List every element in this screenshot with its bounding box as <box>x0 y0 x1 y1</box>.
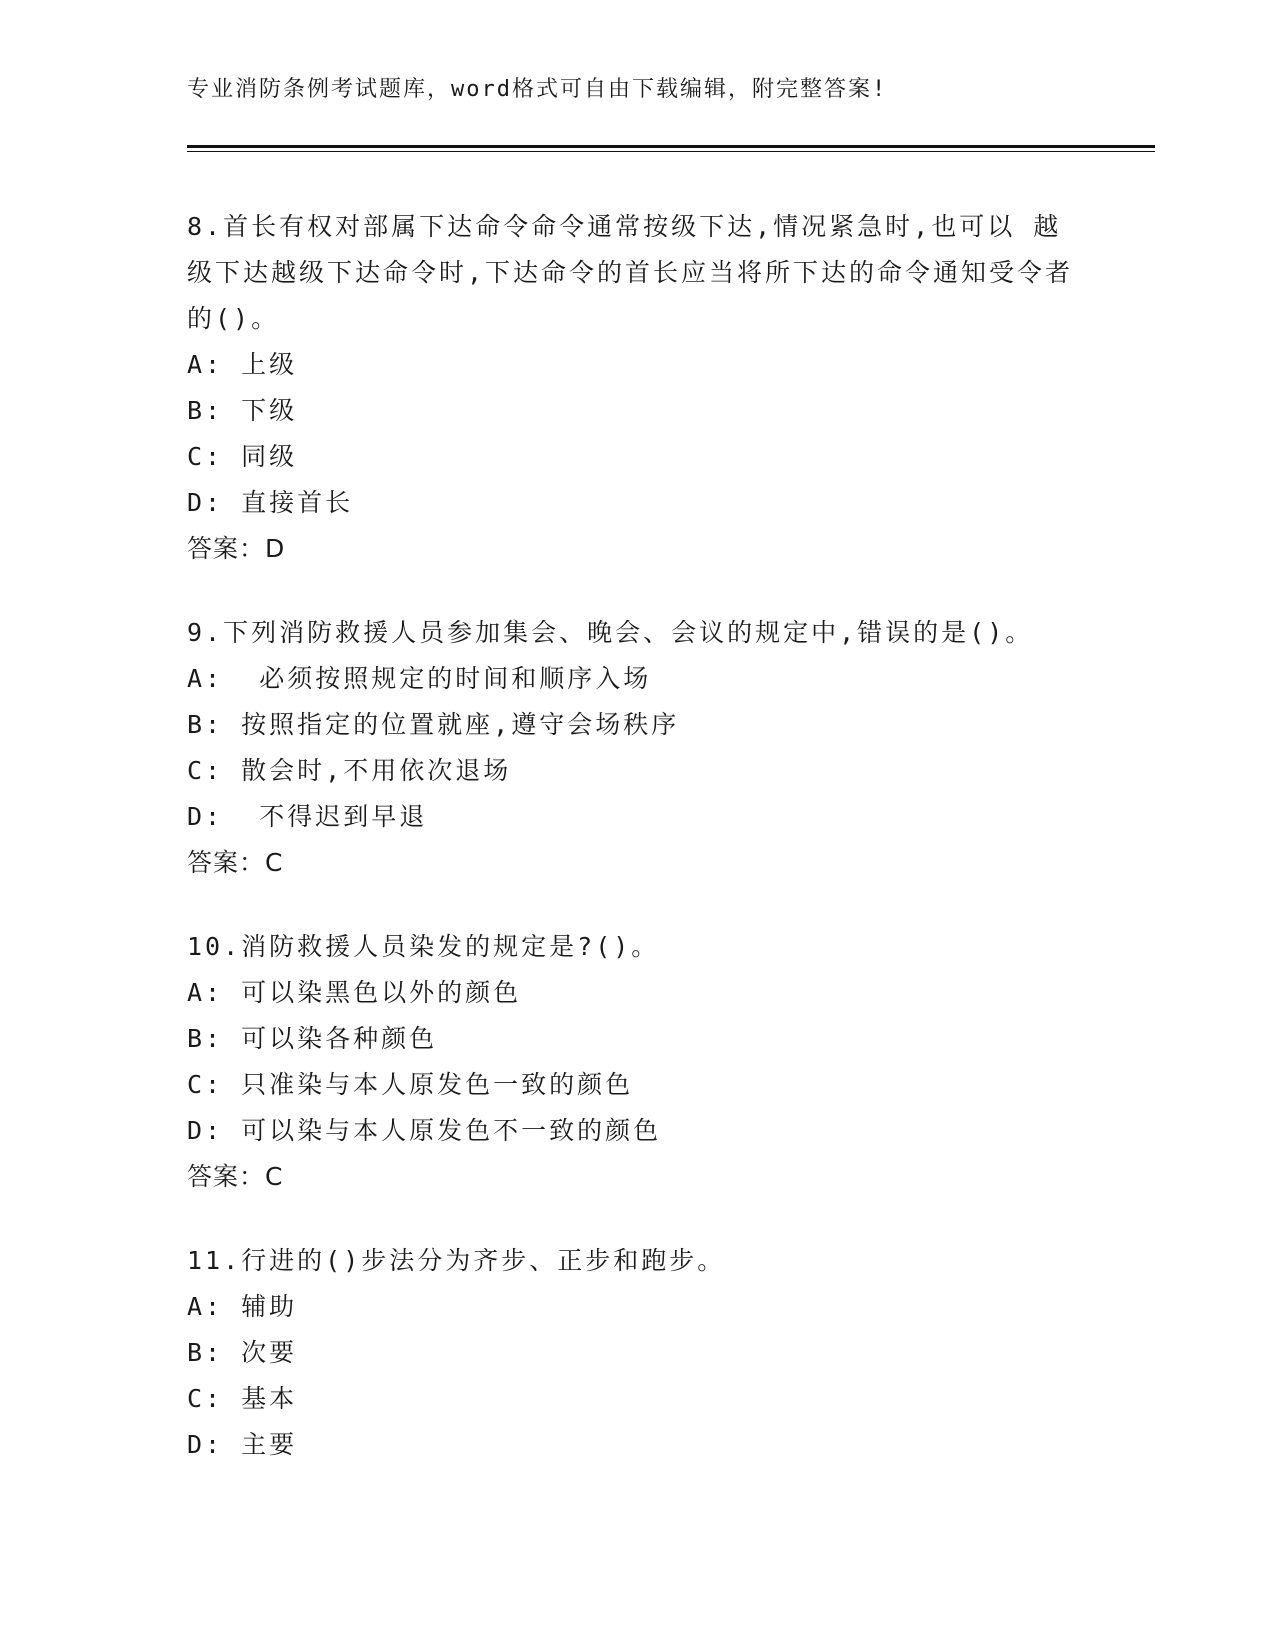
question-list <box>187 204 1087 1506</box>
question-8 <box>187 204 1087 572</box>
option-d: D: 可以染与本人原发色不一致的颜色 <box>187 1116 662 1145</box>
option-a: A: 可以染黑色以外的颜色 <box>187 978 522 1007</box>
question-stem: 9.下列消防救援人员参加集会、晚会、会议的规定中,错误的是()。 <box>187 618 1034 647</box>
question-9 <box>187 610 1087 886</box>
option-c: C: 同级 <box>187 442 298 471</box>
question-stem: 11.行进的()步法分为齐步、正步和跑步。 <box>187 1246 726 1275</box>
option-b: B: 下级 <box>187 396 298 425</box>
option-c: C: 散会时,不用依次退场 <box>187 756 512 785</box>
answer: 答案：C <box>187 848 284 877</box>
question-10 <box>187 924 1087 1200</box>
option-c: C: 只准染与本人原发色一致的颜色 <box>187 1070 634 1099</box>
option-c: C: 基本 <box>187 1384 298 1413</box>
option-b: B: 可以染各种颜色 <box>187 1024 438 1053</box>
question-11 <box>187 1238 1087 1468</box>
page-header: 专业消防条例考试题库，word格式可自由下载编辑，附完整答案! <box>187 77 888 102</box>
header-rule-thin <box>187 151 1155 152</box>
header-rule-thick <box>187 145 1155 148</box>
question-stem: 10.消防救援人员染发的规定是?()。 <box>187 932 660 961</box>
option-a: A: 必须按照规定的时间和顺序入场 <box>187 664 652 693</box>
option-a: A: 辅助 <box>187 1292 298 1321</box>
option-d: D: 不得迟到早退 <box>187 802 428 831</box>
option-b: B: 次要 <box>187 1338 298 1367</box>
option-a: A: 上级 <box>187 350 298 379</box>
option-d: D: 主要 <box>187 1430 298 1459</box>
answer: 答案：D <box>187 534 286 563</box>
option-b: B: 按照指定的位置就座,遵守会场秩序 <box>187 710 680 739</box>
answer: 答案：C <box>187 1162 284 1191</box>
question-stem: 8.首长有权对部属下达命令命令通常按级下达,情况紧急时,也可以 越级下达越级下达命令时,下达命令的首长应当将所下达的命令通知受令者的()。 <box>187 212 1074 333</box>
option-d: D: 直接首长 <box>187 488 354 517</box>
